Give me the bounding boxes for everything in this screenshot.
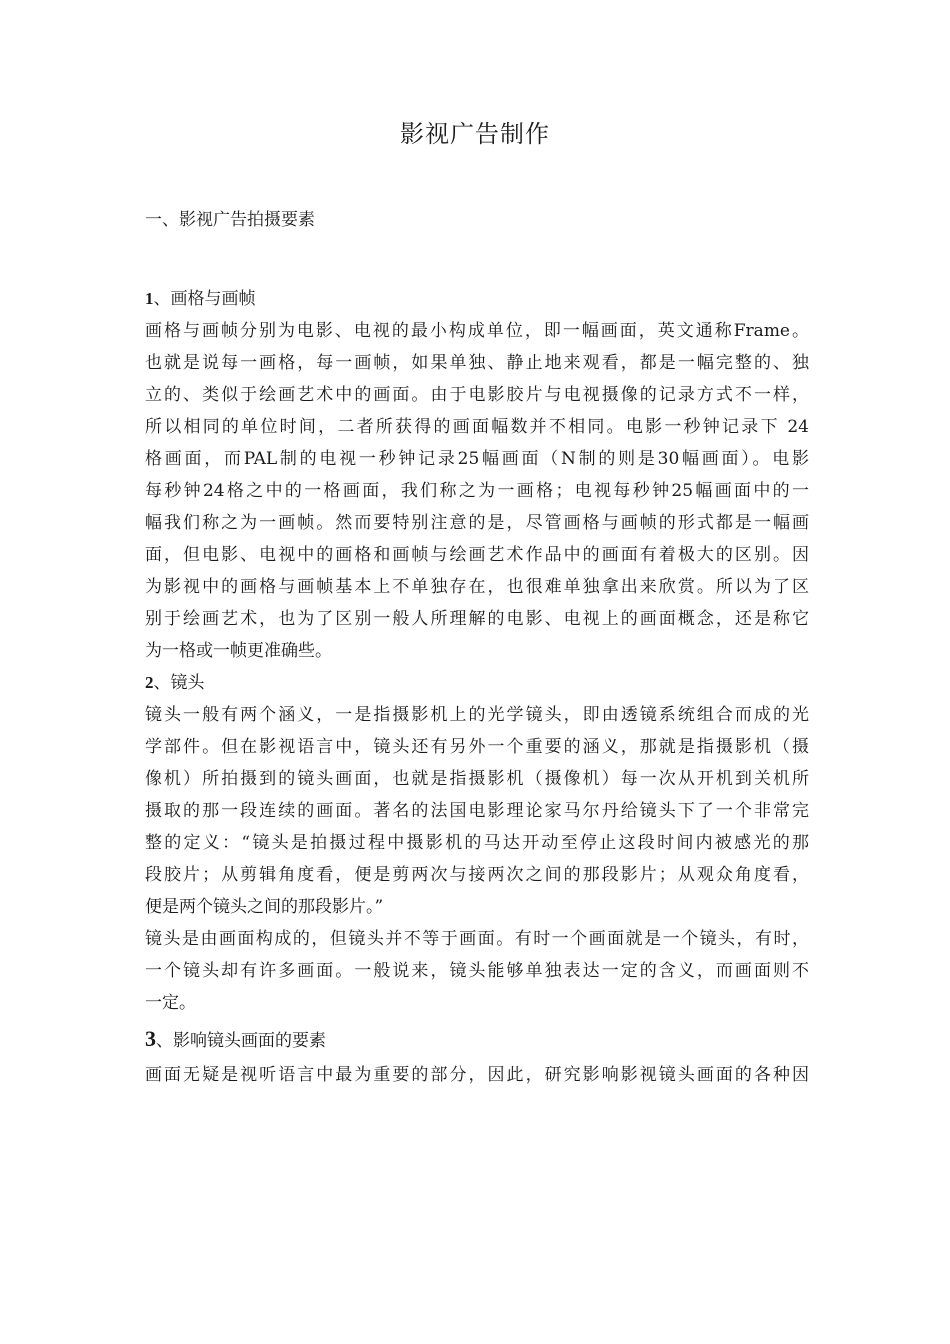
- paragraph-line: 便是两个镜头之间的那段影片。”: [145, 897, 384, 917]
- paragraph-line: 学部件。但在影视语言中，镜头还有另外一个重要的涵义，那就是指摄影机（摄: [145, 737, 809, 757]
- paragraph-line: 立的、类似于绘画艺术中的画面。由于电影胶片与电视摄像的记录方式不一样，: [145, 385, 809, 405]
- paragraph-line: 面，但电影、电视中的画格和画帧与绘画艺术作品中的画面有着极大的区别。因: [145, 545, 809, 565]
- document-title: 影视广告制作: [400, 120, 550, 148]
- paragraph-line: 镜头一般有两个涵义，一是指摄影机上的光学镜头，即由透镜系统组合而成的光: [145, 705, 809, 725]
- paragraph: [145, 923, 809, 1019]
- paragraph-line: 整的定义：“镜头是拍摄过程中摄影机的马达开动至停止这段时间内被感光的那: [145, 833, 809, 853]
- paragraph-line: 一定。: [145, 993, 196, 1013]
- paragraph-line: 画面无疑是视听语言中最为重要的部分，因此，研究影响影视镜头画面的各种因: [145, 1065, 809, 1085]
- subsection-heading-3: [145, 1023, 809, 1055]
- paragraph-line: 格画面，而PAL制的电视一秒钟记录25幅画面（N制的则是30幅画面）。电影: [145, 449, 809, 469]
- subsection-heading-1: [145, 283, 809, 315]
- paragraph-line: 也就是说每一画格，每一画帧，如果单独、静止地来观看，都是一幅完整的、独: [145, 353, 809, 373]
- paragraph-line: 别于绘画艺术，也为了区别一般人所理解的电影、电视上的画面概念，还是称它: [145, 609, 809, 629]
- subsection-heading-2: [145, 667, 809, 699]
- subsection-label: 、画格与画帧: [153, 289, 256, 309]
- paragraph-line: 每秒钟24格之中的一格画面，我们称之为一画格；电视每秒钟25幅画面中的一: [145, 481, 809, 501]
- subsection-number: 2: [145, 673, 154, 692]
- paragraph-line: 画格与画帧分别为电影、电视的最小构成单位，即一幅画面，英文通称Frame。: [145, 321, 809, 341]
- subsection-number: 1: [145, 289, 154, 308]
- section-heading: 一、影视广告拍摄要素: [145, 210, 315, 230]
- paragraph: [145, 1059, 809, 1091]
- paragraph-line: 为一格或一帧更准确些。: [145, 641, 332, 661]
- subsection-label: 、镜头: [153, 673, 205, 693]
- paragraph-line: 所以相同的单位时间，二者所获得的画面幅数并不相同。电影一秒钟记录下 24: [145, 417, 809, 437]
- paragraph-line: 摄取的那一段连续的画面。著名的法国电影理论家马尔丹给镜头下了一个非常完: [145, 801, 809, 821]
- document-body: [145, 283, 809, 1091]
- subsection-number: 3: [145, 1026, 156, 1051]
- paragraph-line: 幅我们称之为一画帧。然而要特别注意的是，尽管画格与画帧的形式都是一幅画: [145, 513, 809, 533]
- paragraph-line: 为影视中的画格与画帧基本上不单独存在，也很难单独拿出来欣赏。所以为了区: [145, 577, 809, 597]
- paragraph: [145, 315, 809, 667]
- paragraph-line: 段胶片；从剪辑角度看，便是剪两次与接两次之间的那段影片；从观众角度看，: [145, 865, 809, 885]
- paragraph: [145, 699, 809, 923]
- paragraph-line: 一个镜头却有许多画面。一般说来，镜头能够单独表达一定的含义，而画面则不: [145, 961, 809, 981]
- subsection-label: 、影响镜头画面的要素: [156, 1031, 326, 1051]
- paragraph-line: 像机）所拍摄到的镜头画面，也就是指摄影机（摄像机）每一次从开机到关机所: [145, 769, 809, 789]
- paragraph-line: 镜头是由画面构成的，但镜头并不等于画面。有时一个画面就是一个镜头，有时，: [145, 929, 809, 949]
